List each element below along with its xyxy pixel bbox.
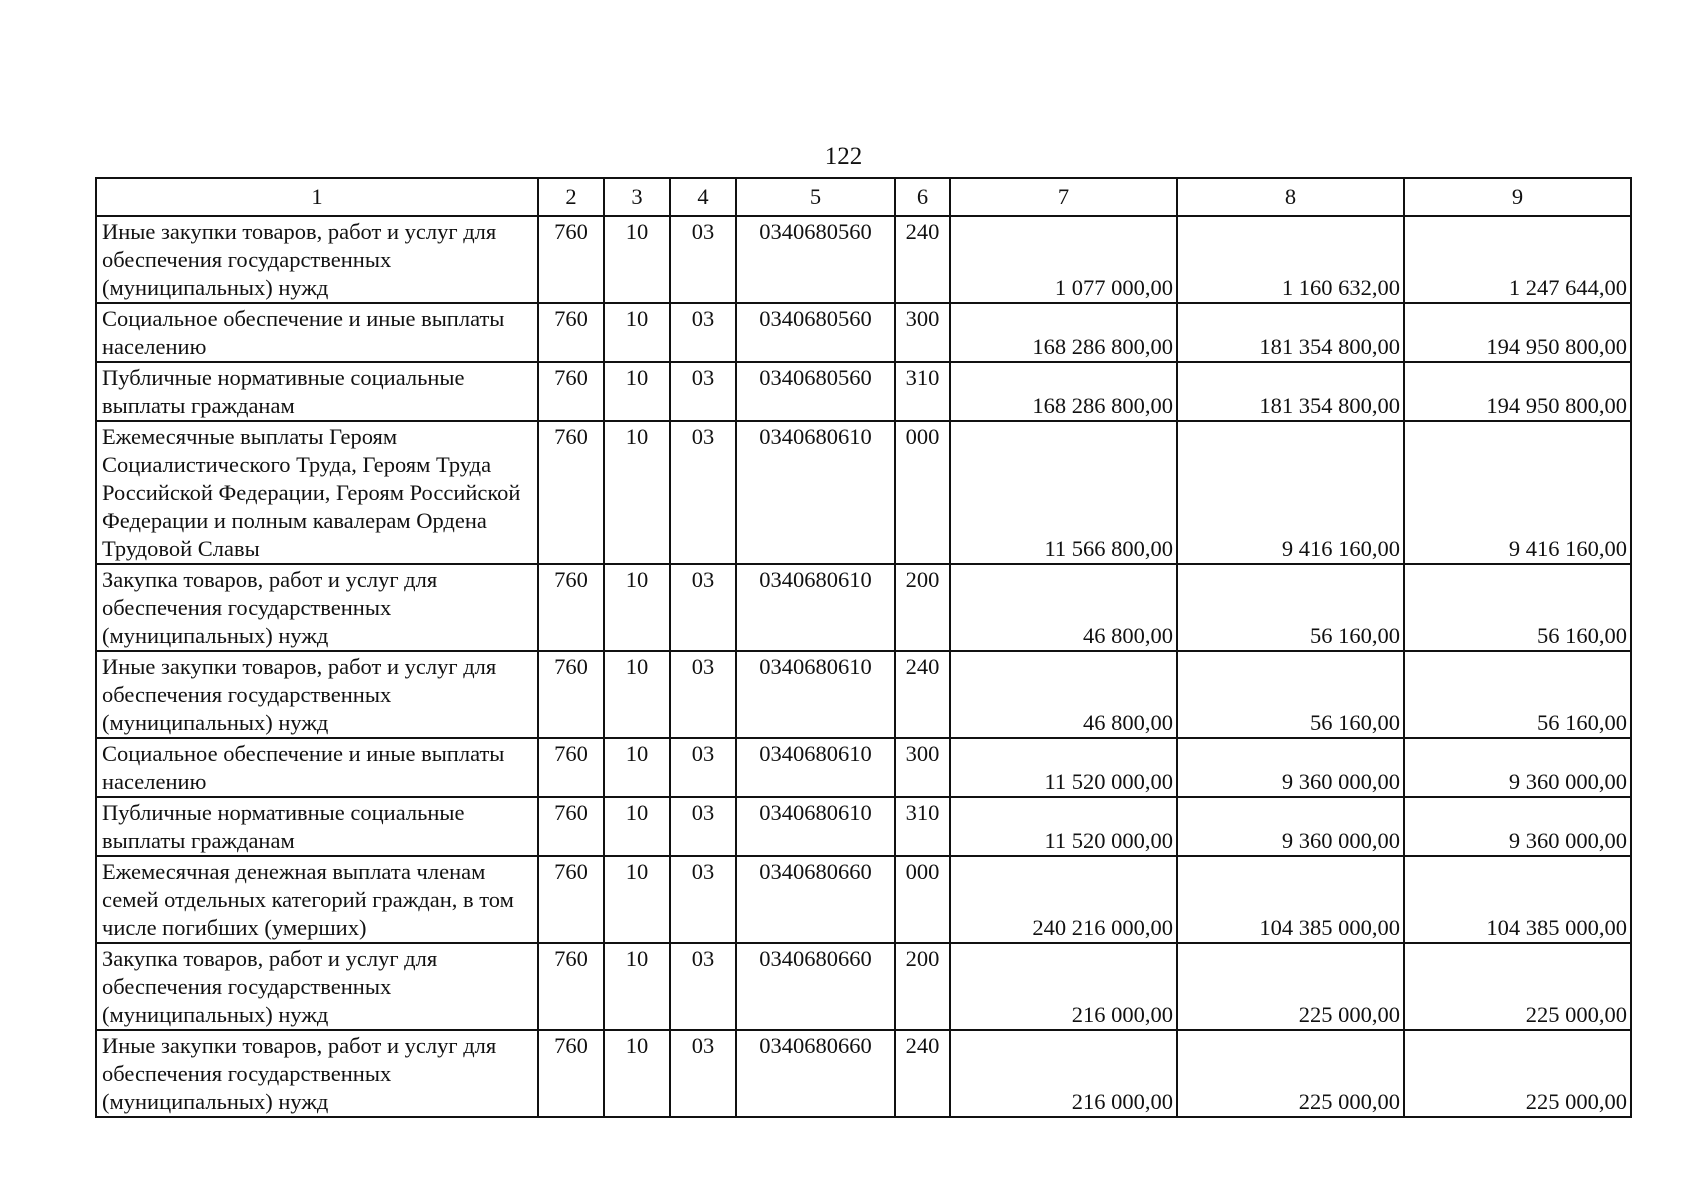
row-ved-cell: 760 bbox=[538, 303, 604, 362]
row-rz-cell: 10 bbox=[604, 943, 670, 1030]
row-sum-2024-cell: 46 800,00 bbox=[950, 651, 1177, 738]
row-ved-cell: 760 bbox=[538, 738, 604, 797]
row-csr-cell: 0340680560 bbox=[736, 216, 895, 303]
row-sum-2024-cell: 168 286 800,00 bbox=[950, 362, 1177, 421]
row-vr-cell: 200 bbox=[895, 564, 950, 651]
row-sum-2025-cell: 9 360 000,00 bbox=[1177, 797, 1404, 856]
row-csr-cell: 0340680610 bbox=[736, 738, 895, 797]
row-sum-2026-cell: 194 950 800,00 bbox=[1404, 303, 1631, 362]
row-vr-cell: 200 bbox=[895, 943, 950, 1030]
row-sum-2025-cell: 225 000,00 bbox=[1177, 943, 1404, 1030]
row-csr-cell: 0340680610 bbox=[736, 564, 895, 651]
row-sum-2024-cell: 216 000,00 bbox=[950, 1030, 1177, 1117]
row-rz-cell: 10 bbox=[604, 421, 670, 564]
table-row bbox=[96, 651, 1631, 738]
header-row bbox=[96, 178, 1631, 216]
row-csr-cell: 0340680660 bbox=[736, 856, 895, 943]
table-row bbox=[96, 564, 1631, 651]
row-pr-cell: 03 bbox=[670, 216, 736, 303]
row-rz-cell: 10 bbox=[604, 738, 670, 797]
row-pr-cell: 03 bbox=[670, 651, 736, 738]
row-csr-cell: 0340680560 bbox=[736, 303, 895, 362]
row-vr-cell: 240 bbox=[895, 651, 950, 738]
header-col-5: 5 bbox=[736, 178, 895, 216]
row-sum-2026-cell: 56 160,00 bbox=[1404, 564, 1631, 651]
row-vr-cell: 300 bbox=[895, 303, 950, 362]
row-csr-cell: 0340680610 bbox=[736, 651, 895, 738]
row-sum-2024-cell: 11 520 000,00 bbox=[950, 738, 1177, 797]
row-csr-cell: 0340680610 bbox=[736, 421, 895, 564]
row-sum-2025-cell: 9 416 160,00 bbox=[1177, 421, 1404, 564]
row-name-cell: Ежемесячная денежная выплата членам семей отдельных категорий граждан, в том числе погибших (умерших) bbox=[96, 856, 538, 943]
row-csr-cell: 0340680660 bbox=[736, 943, 895, 1030]
row-pr-cell: 03 bbox=[670, 797, 736, 856]
table-row bbox=[96, 1030, 1631, 1117]
row-name-cell: Иные закупки товаров, работ и услуг для обеспечения государственных (муниципальных) нужд bbox=[96, 1030, 538, 1117]
row-sum-2024-cell: 168 286 800,00 bbox=[950, 303, 1177, 362]
row-vr-cell: 000 bbox=[895, 856, 950, 943]
row-name-cell: Социальное обеспечение и иные выплаты населению bbox=[96, 738, 538, 797]
row-csr-cell: 0340680610 bbox=[736, 797, 895, 856]
header-col-8: 8 bbox=[1177, 178, 1404, 216]
table-row bbox=[96, 216, 1631, 303]
header-col-2: 2 bbox=[538, 178, 604, 216]
header-col-3: 3 bbox=[604, 178, 670, 216]
table-row bbox=[96, 943, 1631, 1030]
row-sum-2024-cell: 240 216 000,00 bbox=[950, 856, 1177, 943]
row-sum-2025-cell: 225 000,00 bbox=[1177, 1030, 1404, 1117]
row-ved-cell: 760 bbox=[538, 421, 604, 564]
row-vr-cell: 300 bbox=[895, 738, 950, 797]
table-body bbox=[96, 216, 1631, 1117]
table-header bbox=[96, 178, 1631, 216]
row-rz-cell: 10 bbox=[604, 797, 670, 856]
row-vr-cell: 240 bbox=[895, 216, 950, 303]
row-pr-cell: 03 bbox=[670, 943, 736, 1030]
row-sum-2025-cell: 181 354 800,00 bbox=[1177, 362, 1404, 421]
row-sum-2026-cell: 225 000,00 bbox=[1404, 943, 1631, 1030]
row-sum-2025-cell: 56 160,00 bbox=[1177, 651, 1404, 738]
row-rz-cell: 10 bbox=[604, 651, 670, 738]
table-row bbox=[96, 797, 1631, 856]
table-row bbox=[96, 303, 1631, 362]
row-sum-2025-cell: 1 160 632,00 bbox=[1177, 216, 1404, 303]
row-vr-cell: 310 bbox=[895, 797, 950, 856]
row-sum-2026-cell: 9 416 160,00 bbox=[1404, 421, 1631, 564]
row-sum-2025-cell: 56 160,00 bbox=[1177, 564, 1404, 651]
row-name-cell: Закупка товаров, работ и услуг для обеспечения государственных (муниципальных) нужд bbox=[96, 943, 538, 1030]
row-rz-cell: 10 bbox=[604, 856, 670, 943]
table-row bbox=[96, 362, 1631, 421]
row-pr-cell: 03 bbox=[670, 1030, 736, 1117]
row-sum-2026-cell: 194 950 800,00 bbox=[1404, 362, 1631, 421]
row-name-cell: Социальное обеспечение и иные выплаты населению bbox=[96, 303, 538, 362]
table-row bbox=[96, 856, 1631, 943]
row-sum-2024-cell: 11 566 800,00 bbox=[950, 421, 1177, 564]
row-pr-cell: 03 bbox=[670, 421, 736, 564]
row-ved-cell: 760 bbox=[538, 1030, 604, 1117]
row-sum-2026-cell: 56 160,00 bbox=[1404, 651, 1631, 738]
row-csr-cell: 0340680660 bbox=[736, 1030, 895, 1117]
row-sum-2026-cell: 9 360 000,00 bbox=[1404, 738, 1631, 797]
row-vr-cell: 310 bbox=[895, 362, 950, 421]
row-sum-2024-cell: 216 000,00 bbox=[950, 943, 1177, 1030]
row-sum-2024-cell: 46 800,00 bbox=[950, 564, 1177, 651]
header-col-6: 6 bbox=[895, 178, 950, 216]
row-ved-cell: 760 bbox=[538, 564, 604, 651]
header-col-7: 7 bbox=[950, 178, 1177, 216]
row-ved-cell: 760 bbox=[538, 943, 604, 1030]
row-rz-cell: 10 bbox=[604, 362, 670, 421]
header-col-9: 9 bbox=[1404, 178, 1631, 216]
row-sum-2025-cell: 104 385 000,00 bbox=[1177, 856, 1404, 943]
budget-table bbox=[95, 177, 1632, 1118]
row-vr-cell: 000 bbox=[895, 421, 950, 564]
row-ved-cell: 760 bbox=[538, 651, 604, 738]
row-rz-cell: 10 bbox=[604, 216, 670, 303]
row-vr-cell: 240 bbox=[895, 1030, 950, 1117]
row-rz-cell: 10 bbox=[604, 303, 670, 362]
header-col-1: 1 bbox=[96, 178, 538, 216]
header-col-4: 4 bbox=[670, 178, 736, 216]
row-name-cell: Публичные нормативные социальные выплаты гражданам bbox=[96, 797, 538, 856]
row-sum-2025-cell: 181 354 800,00 bbox=[1177, 303, 1404, 362]
row-name-cell: Закупка товаров, работ и услуг для обеспечения государственных (муниципальных) нужд bbox=[96, 564, 538, 651]
row-ved-cell: 760 bbox=[538, 216, 604, 303]
row-sum-2024-cell: 11 520 000,00 bbox=[950, 797, 1177, 856]
row-sum-2026-cell: 9 360 000,00 bbox=[1404, 797, 1631, 856]
row-pr-cell: 03 bbox=[670, 303, 736, 362]
row-name-cell: Иные закупки товаров, работ и услуг для обеспечения государственных (муниципальных) нужд bbox=[96, 216, 538, 303]
row-name-cell: Публичные нормативные социальные выплаты гражданам bbox=[96, 362, 538, 421]
row-ved-cell: 760 bbox=[538, 362, 604, 421]
table-row bbox=[96, 421, 1631, 564]
row-sum-2026-cell: 225 000,00 bbox=[1404, 1030, 1631, 1117]
row-pr-cell: 03 bbox=[670, 856, 736, 943]
table-row bbox=[96, 738, 1631, 797]
row-ved-cell: 760 bbox=[538, 797, 604, 856]
row-sum-2025-cell: 9 360 000,00 bbox=[1177, 738, 1404, 797]
row-sum-2026-cell: 1 247 644,00 bbox=[1404, 216, 1631, 303]
row-rz-cell: 10 bbox=[604, 564, 670, 651]
row-pr-cell: 03 bbox=[670, 362, 736, 421]
row-pr-cell: 03 bbox=[670, 738, 736, 797]
row-rz-cell: 10 bbox=[604, 1030, 670, 1117]
row-pr-cell: 03 bbox=[670, 564, 736, 651]
row-name-cell: Ежемесячные выплаты Героям Социалистического Труда, Героям Труда Российской Федерации, Героям Российской Федерации и полным кавалерам Ордена Трудовой Славы bbox=[96, 421, 538, 564]
page-number: 122 bbox=[824, 143, 863, 170]
row-sum-2024-cell: 1 077 000,00 bbox=[950, 216, 1177, 303]
row-name-cell: Иные закупки товаров, работ и услуг для обеспечения государственных (муниципальных) нужд bbox=[96, 651, 538, 738]
row-sum-2026-cell: 104 385 000,00 bbox=[1404, 856, 1631, 943]
row-ved-cell: 760 bbox=[538, 856, 604, 943]
row-csr-cell: 0340680560 bbox=[736, 362, 895, 421]
